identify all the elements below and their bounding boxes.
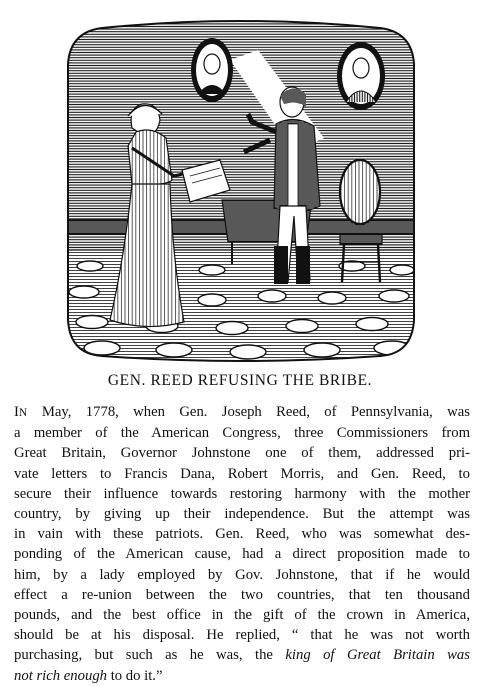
- paragraph-line: in vain with these patriots. Gen. Reed, who was somewhat des-: [14, 526, 470, 543]
- paragraph-line: not rich enough to do it.”: [14, 667, 163, 684]
- italic-phrase: king of Great Britain was: [285, 647, 470, 664]
- italic-phrase: not rich enough: [14, 667, 108, 684]
- paragraph-line: him, by a lady employed by Gov. Johnstone, that if he would: [14, 566, 470, 583]
- paragraph-line: Great Britain, Governor Johnstone one of them, addressed pri-: [14, 445, 470, 462]
- paragraph-line: purchasing, but such as he was, the king of Great Britain was: [14, 647, 470, 664]
- portrait-frame-icon: [337, 42, 385, 110]
- paragraph-line: ponding of the American cause, had a direct proposition made to: [14, 546, 470, 563]
- paragraph-line: a member of the American Congress, three Commissioners from: [14, 425, 470, 442]
- paragraph-line: effect a re-union between the two countries, that ten thousand: [14, 586, 470, 603]
- paragraph-line: should be at his disposal. He replied, “ that he was not worth: [14, 627, 470, 644]
- paragraph-line: vate letters to Francis Dana, Robert Morris, and Gen. Reed, to: [14, 465, 470, 482]
- body-paragraph: [14, 402, 470, 686]
- paragraph-line: secure their influence towards restoring harmony with the mother: [14, 485, 470, 502]
- paragraph-line: IN May, 1778, when Gen. Joseph Reed, of Pennsylvania, was: [14, 404, 470, 420]
- paragraph-line: country, by giving up their independence. But the attempt was: [14, 506, 470, 523]
- portrait-frame-icon: [191, 38, 233, 102]
- paragraph-line: pounds, and the best office in the gift of the crown in America,: [14, 607, 470, 624]
- illustration-caption: GEN. REED REFUSING THE BRIBE.: [107, 372, 373, 389]
- engraving-illustration: [62, 20, 420, 362]
